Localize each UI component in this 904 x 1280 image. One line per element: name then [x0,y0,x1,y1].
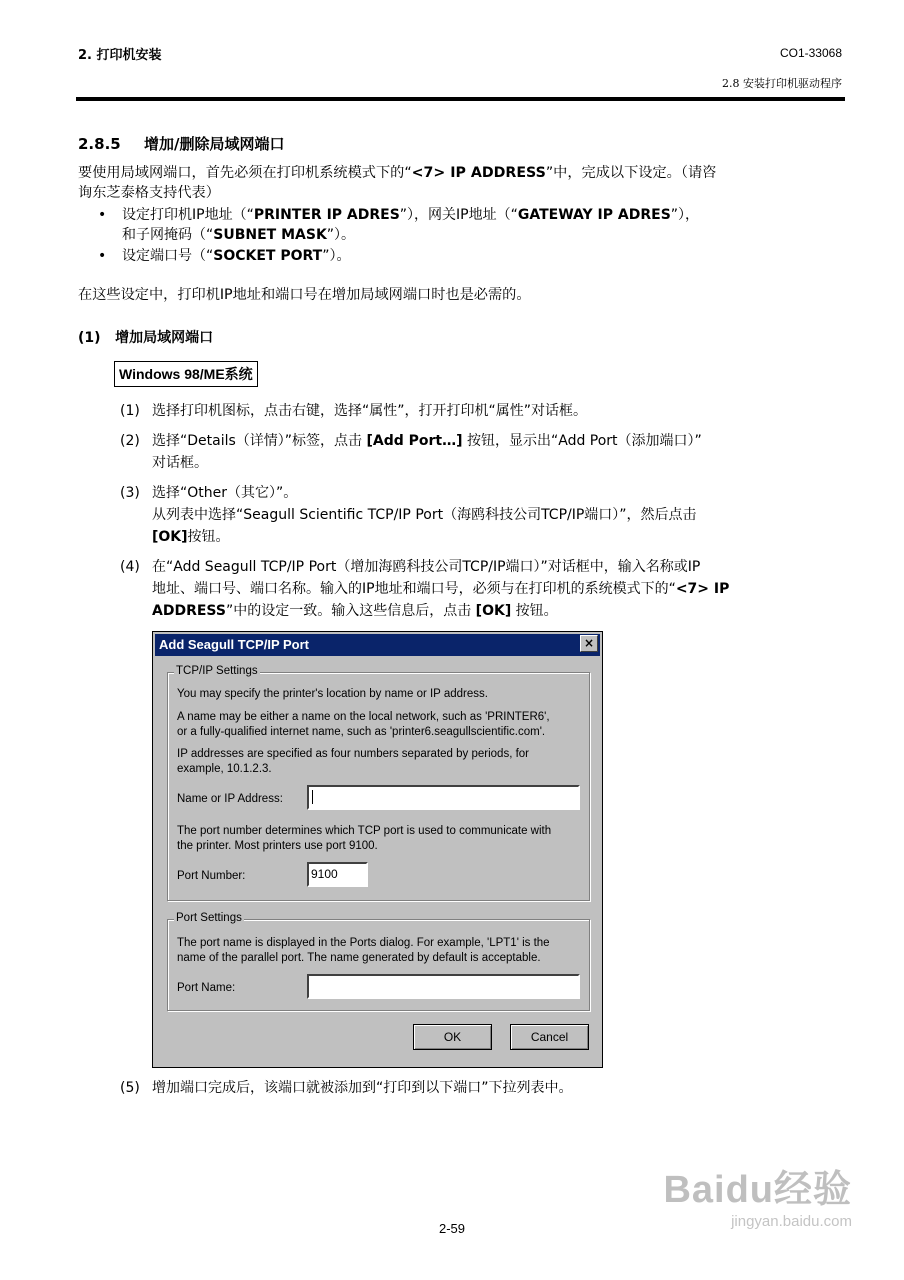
document-code: CO1-33068 [779,46,842,60]
help-text: the printer. Most printers use port 9100. [177,840,378,852]
ok-button[interactable]: OK [413,1024,492,1050]
ok-label: [OK] [475,603,512,619]
step-text-part: 对话框。 [152,455,208,471]
help-text: You may specify the printer's location by name or IP address. [177,688,488,700]
section-title-text: 增加/删除局域网端口 [144,135,285,153]
baidu-watermark [663,1158,852,1213]
os-label-box: Windows 98/ME系统 [114,361,258,387]
port-name-input[interactable] [307,974,580,999]
step-number: (5) [120,1080,140,1096]
add-port-label: [Add Port…] [366,433,463,449]
bullet-setting: GATEWAY IP ADRES [517,207,671,223]
bullet-dot: • [98,207,107,223]
chapter-heading: 2. 打印机安装 [78,48,162,63]
group-label: Port Settings [176,912,242,924]
subsection-title [78,327,213,347]
section-number: 2.8.5 [78,135,121,153]
setting-name: ADDRESS [152,603,226,619]
step-text [152,556,840,622]
step-4 [120,556,840,622]
step-number: (4) [120,559,140,575]
port-number-label: Port Number: [177,870,246,882]
help-text: The port name is displayed in the Ports dialog. For example, 'LPT1' is the [177,937,550,949]
step-5 [120,1077,840,1099]
group-label: TCP/IP Settings [176,665,258,677]
step-text [152,482,840,548]
bullet-text: ”）。 [322,248,351,264]
bullet-text: ”），网关IP地址（“ [399,207,518,223]
step-text: 选择打印机图标，点击右键，选择“属性”，打开打印机“属性”对话框。 [152,403,588,419]
step-number: (2) [120,433,140,449]
help-text: or a fully-qualified internet name, such as 'printer6.seagullscientific.com'. [177,726,546,738]
header-rule [76,97,845,101]
help-text: The port number determines which TCP port is used to communicate with [177,825,552,837]
name-or-ip-label: Name or IP Address: [177,793,283,805]
bullet-text: ”）， [670,207,700,223]
watermark-brand: Baidu经验 [663,1169,852,1211]
setting-name: <7> IP [675,581,730,597]
intro-text-end: ”中，完成以下设定。（请咨 [545,165,717,181]
bullet-dot: • [98,248,107,264]
add-seagull-port-dialog [152,631,603,1068]
page-number: 2-59 [438,1221,466,1236]
step-text-part: ”中的设定一致。输入这些信息后，点击 [225,603,476,619]
bullet-setting: SOCKET PORT [213,248,323,264]
step-1 [120,400,840,422]
cancel-button[interactable]: Cancel [510,1024,589,1050]
intro-paragraph [78,163,842,203]
step-text-part: 从列表中选择“Seagull Scientific TCP/IP Port（海鸥科技公司TCP/IP端口）”，然后点击 [152,507,697,523]
step-2 [120,430,840,474]
subsection-title-text: 增加局域网端口 [115,330,214,346]
step-text: 增加端口完成后，该端口就被添加到“打印到以下端口”下拉列表中。 [152,1080,573,1096]
step-text-part: 按钮，显示出“Add Port（添加端口）” [462,433,702,449]
step-text-part: 选择“Other（其它）”。 [152,485,298,501]
watermark-url: jingyan.baidu.com [731,1213,852,1230]
step-text-part: 地址、端口号、端口名称。输入的IP地址和端口号，必须与在打印机的系统模式下的“ [152,581,676,597]
help-text: name of the parallel port. The name generated by default is acceptable. [177,952,541,964]
bullet-text: 和子网掩码（“ [122,227,214,243]
bullet-text: 设定打印机IP地址（“ [122,207,254,223]
port-name-label: Port Name: [177,982,236,994]
help-text: example, 10.1.2.3. [177,763,272,775]
step-text-part: 在“Add Seagull TCP/IP Port（增加海鸥科技公司TCP/IP端口）”对话框中，输入名称或IP [152,559,701,575]
step-text-part: 按钮。 [511,603,558,619]
step-3 [120,482,840,548]
intro-setting-name: <7> IP ADDRESS [411,165,546,181]
intro-text-line2: 询东芝泰格支持代表） [78,185,220,201]
ok-label: [OK] [152,529,188,545]
dialog-title: Add Seagull TCP/IP Port [155,634,600,656]
text-caret [312,790,313,804]
help-text: A name may be either a name on the local network, such as 'PRINTER6', [177,711,550,723]
help-text: IP addresses are specified as four numbers separated by periods, for [177,748,530,760]
step-number: (3) [120,485,140,501]
step-text [152,430,840,474]
bullet-text: 设定端口号（“ [122,248,214,264]
step-text-part: 选择“Details（详情）”标签，点击 [152,433,367,449]
step-text-part: 按钮。 [187,529,230,545]
intro-text: 要使用局域网端口，首先必须在打印机系统模式下的“ [78,165,412,181]
name-or-ip-input[interactable] [307,785,580,810]
section-reference: 2.8 安装打印机驱动程序 [722,77,842,90]
note-paragraph: 在这些设定中，打印机IP地址和端口号在增加局域网端口时也是必需的。 [78,287,531,303]
subsection-number: (1) [78,330,101,346]
step-number: (1) [120,403,140,419]
bullet-setting: PRINTER IP ADRES [253,207,400,223]
bullet-setting: SUBNET MASK [213,227,327,243]
port-number-input[interactable]: 9100 [307,862,368,887]
section-title [78,133,284,154]
close-icon[interactable]: × [580,635,598,652]
bullet-text: ”）。 [326,227,356,243]
